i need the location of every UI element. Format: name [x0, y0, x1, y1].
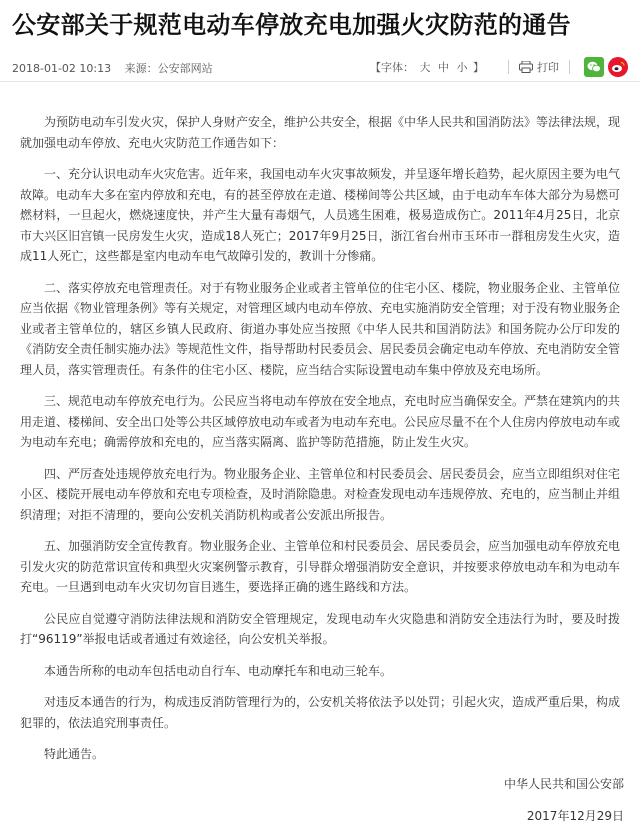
tool-divider [569, 60, 570, 74]
tool-divider [508, 60, 509, 74]
paragraph-5: 五、加强消防安全宣传教育。物业服务企业、主管单位和村民委员会、居民委员会，应当加强电动车停放充电引发火灾的防范常识宣传和典型火灾案例警示教育，引导群众增强消防安全意识，并按要求停放电动车和为电动车充电。一旦遇到电动车火灾切勿盲目逃生，要选择正确的逃生路线和方法。 [20, 539, 621, 594]
issue-date: 2017年12月29日 [526, 809, 624, 823]
article-body [20, 112, 620, 776]
article-title: 公安部关于规范电动车停放充电加强火灾防范的通告 [12, 11, 571, 39]
paragraph-closing: 特此通告。 [44, 747, 105, 761]
source-link[interactable]: 公安部网站 [157, 62, 213, 75]
signature-block [504, 774, 624, 826]
paragraph-2: 二、落实停放充电管理责任。对于有物业服务企业或者主管单位的住宅小区、楼院，物业服务企业、主管单位应当依据《物业管理条例》等有关规定，对管理区域内电动车停放、充电实施消防安全管理；对于没有物业服务企业或者主管单位的，辖区乡镇人民政府、街道办事处应当按照《中华人民共和国消防法》和国务院办公厅印发的《消防安全责任制实施办法》等规范性文件，指导帮助村民委员会、居民委员会确定电动车停放、充电消防安全管理人员，落实管理责任。有条件的住宅小区、楼院，应当结合实际设置电动车集中停放及充电场所。 [20, 280, 621, 377]
share-weibo-button[interactable] [608, 57, 628, 77]
print-icon [519, 61, 533, 73]
paragraph-1: 一、充分认识电动车火灾危害。近年来，我国电动车火灾事故频发，并呈逐年增长趋势，起火原因主要为电气故障。电动车大多在室内停放和充电，有的甚至停放在走道、楼梯间等公共区域，由于电动车车体大部分为易燃可燃材料，一旦起火，燃烧速度快，并产生大量有毒烟气，人员逃生困难，极易造成伤亡。2011年4月25日，北京市大兴区旧宫镇一民房发生火灾，造成18人死亡；2017年9月25日，浙江省台州市玉环市一群租房发生火灾，造成11人死亡，这些都是室内电动车电气故障引发的，教训十分惨痛。 [20, 167, 621, 263]
print-button[interactable] [519, 59, 559, 75]
print-label: 打印 [537, 61, 559, 74]
share-wechat-button[interactable] [584, 57, 604, 77]
issuer-name: 中华人民共和国公安部 [503, 777, 624, 791]
font-size-medium-button[interactable]: 中 [438, 61, 449, 74]
font-size-large-button[interactable]: 大 [419, 61, 431, 74]
article-tools [370, 56, 628, 78]
paragraph-scope: 本通告所称的电动车包括电动自行车、电动摩托车和电动三轮车。 [44, 663, 393, 678]
font-size-small-button[interactable]: 小 [456, 61, 468, 74]
paragraph-3: 三、规范电动车停放充电行为。公民应当将电动车停放在安全地点，充电时应当确保安全。严禁在建筑内的共用走道、楼梯间、安全出口处等公共区域停放电动车或者为电动车充电。公民应尽量不在个人住房内停放电动车或为电动车充电；确需停放和充电的，应当落实隔离、监护等防范措施，防止发生火灾。 [20, 394, 621, 449]
wechat-icon [587, 61, 601, 73]
font-size-label: 【字体： [370, 61, 414, 74]
weibo-icon [611, 61, 625, 73]
paragraph-4: 四、严厉查处违规停放充电行为。物业服务企业、主管单位和村民委员会、居民委员会，应当立即组织对住宅小区、楼院开展电动车停放和充电专项检查，及时消除隐患。对检查发现电动车违规停放、充电的，应当制止并组织清理；对拒不清理的，要向公安机关消防机构或者公安派出所报告。 [20, 466, 621, 522]
paragraph-penalty: 对违反本通告的行为，构成违反消防管理行为的，公安机关将依法予以处罚；引起火灾，造成严重后果，构成犯罪的，依法追究刑事责任。 [20, 695, 621, 730]
article-meta [12, 60, 223, 76]
source-label: 来源： [124, 62, 158, 75]
paragraph-intro: 为预防电动车引发火灾，保护人身财产安全，维护公共安全，根据《中华人民共和国消防法》等法律法规，现就加强电动车停放、充电火灾防范工作通告如下： [20, 115, 621, 150]
paragraph-report: 公民应自觉遵守消防法律法规和消防安全管理规定，发现电动车火灾隐患和消防安全违法行为时，要及时拨打“96119”举报电话或者通过有效途径，向公安机关举报。 [20, 611, 620, 646]
publish-datetime: 2018-01-02 10:13 [12, 62, 112, 75]
font-size-close: 】 [473, 61, 484, 74]
article-meta-bar [0, 53, 640, 82]
font-size-control [370, 59, 484, 75]
